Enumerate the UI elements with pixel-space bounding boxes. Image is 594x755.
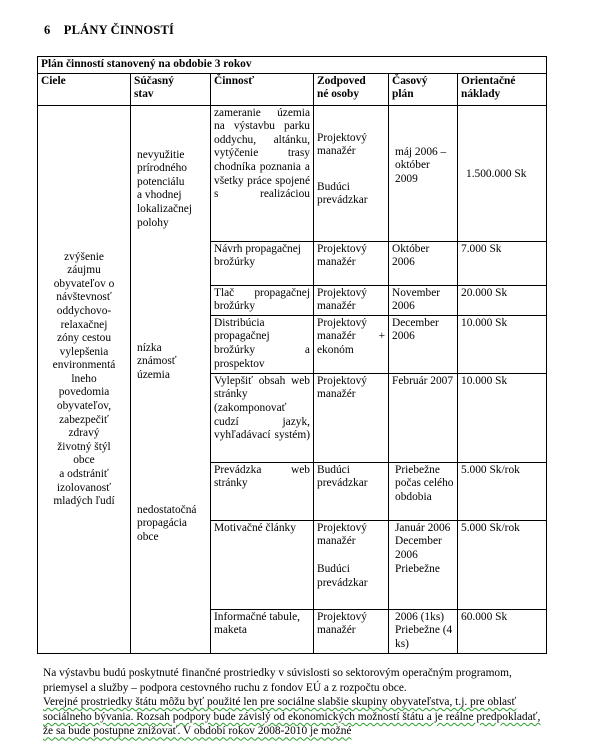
naklady-cell: 5.000 Sk/rok xyxy=(458,520,547,609)
naklady-cell: 5.000 Sk/rok xyxy=(458,462,547,520)
header-naklady-line2: náklady xyxy=(461,88,501,101)
ciele-line: zabezpečiť xyxy=(59,413,109,426)
ciele-line: vylepšenia xyxy=(59,345,109,358)
activity-plan-table xyxy=(37,56,547,654)
header-stav-line2: stav xyxy=(134,88,154,101)
stav-line: obce xyxy=(137,530,159,543)
stav-line: propagácia xyxy=(137,517,187,530)
stav-line: nedostatočná xyxy=(137,503,197,516)
osoby-cell: Projektový manažér xyxy=(314,373,389,462)
naklady-cell: 20.000 Sk xyxy=(458,285,547,315)
plan-cell: Október 2006 xyxy=(389,241,458,285)
stav-line: nízka xyxy=(137,341,162,354)
ciele-line: zvýšenie xyxy=(64,250,104,263)
osoba-text: Budúci prevádzkar xyxy=(317,562,368,589)
osoby-cell: Projektový manažér xyxy=(314,241,389,285)
naklady-cell: 7.000 Sk xyxy=(458,241,547,285)
stav-line: územia xyxy=(137,368,170,381)
cinnost-cell: Tlač propagačnej brožúrky xyxy=(211,285,314,315)
header-stav-line1: Súčasný xyxy=(134,74,174,87)
stav-item xyxy=(137,342,203,383)
osoba-text: Budúci prevádzkar xyxy=(317,180,368,207)
cinnost-cell: Distribúcia propagačnej brožúrky a prospektov xyxy=(211,315,314,373)
osoby-cell: Projektový manažér xyxy=(314,285,389,315)
section-title: PLÁNY ČINNOSTÍ xyxy=(63,23,175,37)
ciele-line: obce xyxy=(73,454,95,467)
osoby-cell xyxy=(314,520,389,609)
stav-cell xyxy=(131,105,211,653)
header-stav xyxy=(131,73,211,105)
stav-line: nevyužitie xyxy=(137,148,185,161)
stav-line: a vhodnej xyxy=(137,189,182,202)
ciele-line: a odstrániť xyxy=(59,468,109,481)
plan-cell: Február 2007 xyxy=(389,373,458,462)
ciele-line: obyvateľov, xyxy=(56,400,112,413)
osoby-cell xyxy=(314,105,389,241)
cinnost-cell: zameranie územia na výstavbu parku oddychu, altánku, vytýčenie trasy chodníka poznania a všetky práce spojené s realizáciou xyxy=(211,105,314,241)
header-naklady xyxy=(458,73,547,105)
section-heading xyxy=(44,23,174,38)
footer-text xyxy=(43,666,553,739)
naklady-cell: 60.000 Sk xyxy=(458,609,547,653)
ciele-line: obyvateľov o xyxy=(53,277,115,290)
stav-item xyxy=(137,504,203,545)
ciele-line: relaxačnej xyxy=(60,318,108,331)
footer-paragraph-public-funds: Verejné prostriedky štátu môžu byť použité len pre sociálne slabšie skupiny obyvateľstva, t.j. pre oblasť sociálneho bývania. Rozsah podpory bude závislý od ekonomických možností štátu a je reálne predpokladať, že sa bude postupne znižovať. V období rokov 2008-2010 je možné xyxy=(43,696,541,738)
osoba-text: Projektový manažér xyxy=(317,521,367,548)
table-caption-row xyxy=(38,57,547,74)
osoby-cell: Projektový manažér xyxy=(314,609,389,653)
osoby-cell: Projektový manažér + ekonóm xyxy=(314,315,389,373)
header-plan-line1: Časový xyxy=(392,74,428,87)
ciele-line: zdravý xyxy=(68,427,100,440)
stav-item xyxy=(137,149,203,231)
header-plan-line2: plán xyxy=(392,88,414,101)
header-osoby-line1: Zodpoved xyxy=(317,74,366,87)
ciele-line: povedomia xyxy=(58,386,110,399)
ciele-line: izolovanosť xyxy=(56,481,112,494)
osoba-text: Projektový manažér xyxy=(317,131,367,158)
plan-cell: December 2006 xyxy=(389,315,458,373)
stav-line: známosť xyxy=(137,355,177,368)
stav-line: prírodného xyxy=(137,162,187,175)
naklady-cell: 10.000 Sk xyxy=(458,315,547,373)
plan-cell: 2006 (1ks) Priebežne (4 ks) xyxy=(389,609,458,653)
header-ciele-text: Ciele xyxy=(41,74,66,87)
osoby-cell: Budúci prevádzkar xyxy=(314,462,389,520)
naklady-cell: 1.500.000 Sk xyxy=(458,105,547,241)
footer-paragraph-funding: Na výstavbu budú poskytnuté finančné prostriedky v súvislosti so sektorovým operačným programom, priemysel a služby – podpora cestovného ruchu z fondov EÚ a z rozpočtu obce. xyxy=(43,667,512,694)
cinnost-cell: Návrh propagačnej brožúrky xyxy=(211,241,314,285)
stav-line: lokalizačnej xyxy=(137,202,193,215)
stav-line: potenciálu xyxy=(137,175,185,188)
ciele-line: životný štýl xyxy=(57,440,111,453)
ciele-line: zóny cestou xyxy=(56,332,112,345)
header-cinnost-text: Činnosť xyxy=(214,74,255,87)
naklady-cell: 10.000 Sk xyxy=(458,373,547,462)
table-row xyxy=(38,105,547,241)
ciele-line: lneho xyxy=(71,372,97,385)
ciele-line: oddychovo- xyxy=(56,304,112,317)
header-osoby xyxy=(314,73,389,105)
cinnost-cell: Informačné tabule, maketa xyxy=(211,609,314,653)
stav-line: polohy xyxy=(137,216,169,229)
table-header-row xyxy=(38,73,547,105)
ciele-cell xyxy=(38,105,131,653)
table-caption: Plán činností stanovený na obdobie 3 rokov xyxy=(38,57,547,74)
ciele-line: záujmu xyxy=(67,264,101,277)
header-naklady-line1: Orientačné xyxy=(461,74,516,87)
plan-cell: Január 2006 December 2006 Priebežne xyxy=(389,520,458,609)
ciele-line: návštevnosť xyxy=(56,291,112,304)
plan-cell: máj 2006 – október 2009 xyxy=(389,105,458,241)
ciele-line: mladých ľudí xyxy=(53,495,115,508)
cinnost-cell: Motivačné články xyxy=(211,520,314,609)
ciele-line: environmentá xyxy=(52,359,116,372)
plan-cell: Priebežne počas celého obdobia xyxy=(389,462,458,520)
header-osoby-line2: né osoby xyxy=(317,88,360,101)
header-plan xyxy=(389,73,458,105)
header-ciele xyxy=(38,73,131,105)
cinnost-cell: Prevádzka web stránky xyxy=(211,462,314,520)
plan-cell: November 2006 xyxy=(389,285,458,315)
section-number: 6 xyxy=(44,23,51,37)
header-cinnost xyxy=(211,73,314,105)
cinnost-cell: Vylepšiť obsah web stránky (zakomponovať cudzí jazyk, vyhľadávací systém) xyxy=(211,373,314,462)
